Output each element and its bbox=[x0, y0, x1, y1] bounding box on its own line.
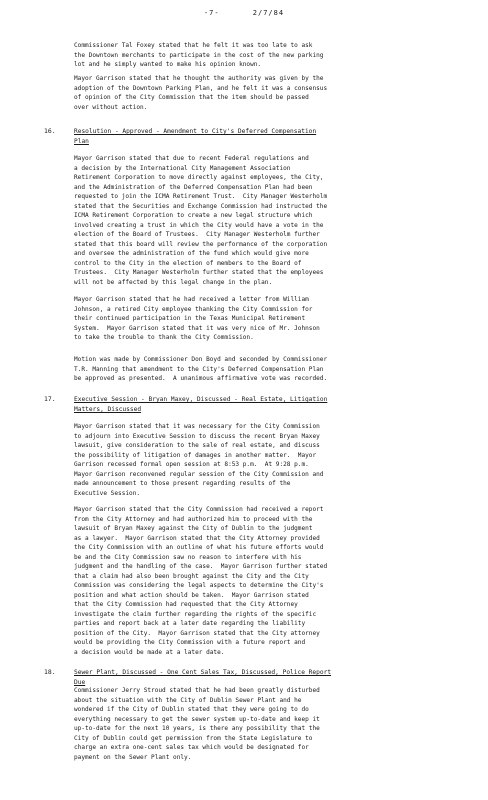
item-17-title: Executive Session - Bryan Maxey, Discussed - Real Estate, Litigation Matters, Discussed bbox=[74, 396, 328, 413]
intro-paragraph-2: Mayor Garrison stated that he thought the authority was given by the adoption of the Downtown Parking Plan, and he felt it was a consensus of opinion of the City Commission that the item should be passed over without action. bbox=[74, 75, 328, 111]
item-18-number: 18. bbox=[44, 668, 56, 676]
item-16-paragraph-3: Motion was made by Commissioner Don Boyd and seconded by Commissioner T.R. Manning that amendment to the City's Deferred Compensation Plan be approved as presented. A unanimous affirmative vote was recorded. bbox=[74, 356, 328, 382]
item-16-number: 16. bbox=[44, 127, 56, 135]
page-date: 2/7/84 bbox=[252, 9, 285, 17]
item-16-paragraph-2: Mayor Garrison stated that he had received a letter from William Johnson, a retired City employee thanking the City Commission for their continued participation in the Texas Municipal Retirement System. Mayor Garrison stated that it was very nice of Mr. Johnson to take the trouble to thank the City Commission. bbox=[74, 296, 320, 341]
page-header bbox=[0, 9, 488, 17]
item-16-title: Resolution - Approved - Amendment to City's Deferred Compensation Plan bbox=[74, 128, 317, 145]
page-number: -7- bbox=[203, 9, 220, 17]
intro-paragraph-1: Commissioner Tal Foxey stated that he felt it was too late to ask the Downtown merchants to participate in the cost of the new parking lot and he simply wanted to make his opinion known. bbox=[74, 42, 324, 68]
item-17-number: 17. bbox=[44, 395, 56, 403]
item-16-paragraph-1: Mayor Garrison stated that due to recent Federal regulations and a decision by the International City Management Association Retirement Corporation to move directly against employees, the City, and the Administration of the Deferred Compensation Plan had been requested to join the ICMA Retirement Trust. City Manager Westerholm stated that the Securities and Exchange Commission had instructed the ICMA Retirement Corporation to create a new legal structure which involved creating a trust in which the City would have a vote in the election of the Board of Trustees. City Manager Westerholm further stated that this board will review the performance of the corporation and oversee the administration of the fund which would give more control to the City in the election of members to the Board of Trustees. City Manager Westerholm further stated that the employees will not be affected by this legal change in the plan. bbox=[74, 155, 328, 286]
item-18-title: Sewer Plant, Discussed - One Cent Sales Tax, Discussed, Police Report Due bbox=[74, 669, 332, 686]
item-18-paragraph-1: Commissioner Jerry Stroud stated that he had been greatly disturbed about the situation with the City of Dublin Sewer Plant and he wondered if the City of Dublin stated that they were going to do everything necessary to get the sewer system up-to-date and keep it up-to-date for the next 10 years, is there any possibility that the City of Dublin could get permission from the State Legislature to charge an extra one-cent sales tax which would be designated for payment on the Sewer Plant only. bbox=[74, 687, 320, 761]
item-17-paragraph-1: Mayor Garrison stated that it was necessary for the City Commission to adjourn into Executive Session to discuss the recent Bryan Maxey lawsuit, give consideration to the sale of real estate, and discuss the possibility of litigation of damages in another matter. Mayor Garrison recessed formal open session at 8:53 p.m. At 9:28 p.m. Mayor Garrison reconvened regular session of the City Commission and made announcement to those present regarding results of the Executive Session. bbox=[74, 423, 324, 497]
item-17-paragraph-2: Mayor Garrison stated that the City Commission had received a report from the City Attorney and had authorized him to proceed with the lawsuit of Bryan Maxey against the City of Dublin to the judgment as a lawyer. Mayor Garrison stated that the City Attorney provided the City Commission with an outline of what his future efforts would be and the City Commission saw no reason to interfere with his judgment and the handling of the case. Mayor Garrison further stated that a claim had also been brought against the City and the City Commission was considering the legal aspects to determine the City's position and what action should be taken. Mayor Garrison stated that the City Commission had requested that the City Attorney investigate the claim further regarding the rights of the specific parties and report back at a later date regarding the liability position of the City. Mayor Garrison stated that the City attorney would be providing the City Commission with a future report and a decision would be made at a later date. bbox=[74, 506, 328, 656]
